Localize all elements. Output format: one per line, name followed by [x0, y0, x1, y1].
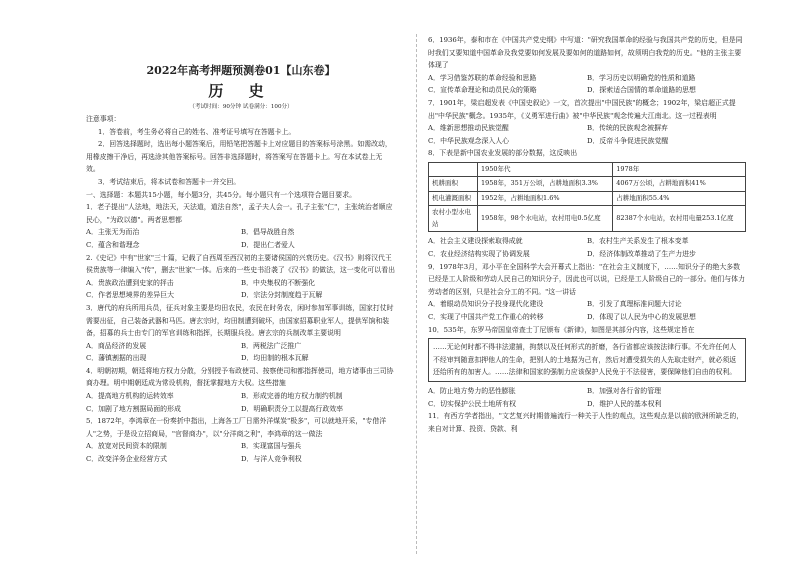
table-cell: 1952年，占耕地面积1.6% — [478, 191, 613, 206]
option-d: D．均田制的根本瓦解 — [241, 354, 309, 363]
option-b: B．学习历史以明确党的性质和道路 — [587, 73, 696, 82]
question-stem: 7．1901年，梁启超发表《中国史叙论》一文，首次提出"中国民族"的概念；1902年，梁启超正式提出"中华民族"概念。1935年，《义勇军进行曲》被"中华民族"观念传遍大江南北。这一过程表明 — [428, 98, 736, 120]
option-a: A．主张无为而治 — [86, 228, 140, 237]
question-stem: 11．有西方学者指出，"文艺复兴时期普遍流行一种关于人性的观点，这些观点是以前的欧洲所缺乏的，来自对计算、投资、贷款、利 — [428, 412, 744, 433]
agriculture-data-table — [428, 162, 746, 233]
question-stem: 8．下表是新中国农业发展的部分数据，这反映出 — [428, 149, 578, 158]
option-d: D．探索适合国情的革命道路的思想 — [587, 86, 696, 95]
option-a: A．提高地方机构的运转效率 — [86, 392, 174, 401]
option-b: B．加强对各行省的管理 — [587, 386, 661, 395]
exam-meta: （考试时间：90分钟 试卷满分：100分） — [189, 104, 293, 110]
option-d: D．体现了以人民为中心的发展思想 — [587, 313, 696, 321]
option-c: C．切实保护公民土地所有权 — [428, 399, 516, 408]
table-cell: 4067万公顷，占耕地面积41% — [613, 177, 746, 192]
option-d: D．经济体制改革推动了生产力进步 — [587, 250, 696, 259]
table-cell: 机耕面积 — [429, 177, 478, 192]
option-d: D．提出仁者爱人 — [241, 240, 295, 249]
column-divider — [416, 34, 417, 554]
option-c: C．实现了中国共产党工作重心的转移 — [428, 313, 544, 321]
question-stem: 1．老子提出"人法地，地法天，天法道，道法自然"，孟子夫人会一。孔子主张"仁"，主张统治者顺应民心，"为政以德"。两者思想都 — [86, 203, 393, 224]
option-b: B．中央集权的不断强化 — [241, 278, 315, 287]
option-c: C．藩镇割据的出现 — [86, 354, 147, 363]
question-7 — [428, 97, 746, 147]
option-a: A．防止地方势力的恶性膨胀 — [428, 386, 516, 395]
question-11 — [428, 410, 746, 435]
option-b: B．农村生产关系发生了根本变革 — [587, 237, 689, 246]
option-d: D．反帝斗争促进民族觉醒 — [587, 136, 669, 145]
option-b: B．两税法广泛推广 — [241, 341, 302, 350]
option-c: C．蕴含和谐理念 — [86, 240, 140, 249]
question-3 — [86, 302, 396, 365]
question-stem: 2.《史记》中有"世家"三十篇，记载了自西周至西汉初的主要诸侯国的兴衰历史。《汉书》则将汉代王侯贵族等一律编入"传"，删去"世家"一体。后来的一些史书沿袭了《汉书》的做法，这一变化可以看出 — [86, 253, 395, 275]
table-cell: 82387个水电站，农村用电量253.1亿度 — [613, 206, 746, 232]
question-stem: 3．唐代的府兵所用兵员，征兵对象主要是均田农民，农民在时务农，闲时参加军事训练，国家打仗时需要出征，自己装备武器和马匹。唐玄宗时，均田制遭到破坏，由国家招募职业军人，提供军饷和装备，招募的兵士由专门的军官训练和指挥，长期服兵役。唐玄宗的兵制改革主要说明 — [86, 303, 394, 338]
option-b: B．形成完善的地方权力制约机制 — [241, 392, 343, 401]
table-cell: 1958年，98个水电站，农村用电0.5亿度 — [478, 206, 613, 232]
option-a: A．社会主义建设探索取得成就 — [428, 237, 523, 246]
table-header-row — [429, 162, 746, 177]
option-c: C．宣传革命理论和动员民众的策略 — [428, 86, 537, 95]
left-column — [86, 34, 396, 466]
option-c: C．农业经济结构实现了协调发展 — [428, 250, 530, 259]
question-2 — [86, 252, 396, 302]
table-row — [429, 191, 746, 206]
question-stem: 5．1872年，李鸿章在一份奏折中指出，上海各工厂日需外洋煤炭"极多"，可以就地开采，"专借洋人"之势，于是设立招商局，"官督商办"，以"分洋商之利"，李鸿章的这一做法 — [86, 417, 387, 438]
option-d: D．与洋人竞争利权 — [241, 455, 302, 464]
option-d: D．维护人民的基本权利 — [587, 399, 662, 408]
exam-title: 2022年高考押题预测卷01【山东卷】 — [146, 64, 336, 77]
option-a: A．着眼动员知识分子投身现代化建设 — [428, 300, 544, 309]
table-cell: 机电灌溉面积 — [429, 191, 478, 206]
option-b: B．传统的民族观念被摒弃 — [587, 124, 668, 133]
option-b: B．倡导战胜自然 — [241, 228, 295, 237]
question-10 — [428, 324, 746, 411]
question-9 — [428, 261, 746, 324]
question-6 — [428, 34, 746, 97]
note-item: 1．答卷前，考生务必将自己的姓名、准考证号填写在答题卡上。 — [98, 127, 296, 136]
table-row — [429, 177, 746, 192]
notes-heading: 注意事项： — [86, 115, 121, 123]
option-c: C．加剧了地方割据局面的形成 — [86, 404, 181, 413]
question-8 — [428, 147, 746, 260]
option-a: A．放宽对民间资本的限制 — [86, 442, 167, 451]
option-c: C．改变洋务企业经营方式 — [86, 455, 168, 464]
option-c: C．中华民族观念深入人心 — [428, 136, 510, 145]
question-stem: 4．明朝初期，朝廷将地方权力分散，分别授予布政使司、按察使司和都指挥使司，地方诸事由三司协商办理。明中期朝廷成为常设机构，督抚掌握地方大权。这些措施 — [86, 366, 394, 388]
option-d: D．宗法分封制度趋于瓦解 — [241, 291, 323, 300]
question-4 — [86, 365, 396, 415]
table-header-cell: 1978年 — [613, 162, 746, 177]
question-1 — [86, 201, 396, 251]
question-stem: 6．1936年，泰和市在《中国共产党史纲》中写道："研究我国革命的经验与我国共产党的历史，但是同时我们又要知道中国革命及我党要如何发展及要如何的道路如何，故须明白我党的历史。"他的主张主要体现了 — [428, 36, 743, 70]
table-cell: 1958年，351万公顷，占耕地面积3.3% — [478, 177, 613, 192]
section-heading: 一、选择题：本题共15小题，每小题3分，共45分。每小题只有一个选项符合题目要求。 — [86, 190, 356, 199]
option-b: B．实现富国与强兵 — [241, 442, 302, 451]
subject-title: 历 史 — [208, 82, 274, 100]
table-cell: 农村小型水电站 — [429, 206, 478, 232]
option-c: C．作者思想境界的差异巨大 — [86, 291, 174, 300]
option-a: A．商品经济的发展 — [86, 341, 147, 350]
right-column — [428, 34, 746, 435]
note-item: 3．考试结束后，将本试卷和答题卡一并交回。 — [98, 177, 241, 186]
option-d: D．明确职责分工以提高行政效率 — [241, 404, 343, 413]
source-quote-box: ……无论何时都不得非法逮捕，拘禁以及任何形式的折磨，各行省都应该按法律行事。不允许任何人不经审判随意扣押他人的生命，把别人的土地据为己有，然后对遭受损失的人先取走财产，就必须返还给所有的加害人。……法律和国家的强制力应该保护人民免于不法侵害，要保障他们自由的权利。 — [428, 338, 746, 382]
question-5 — [86, 415, 396, 465]
question-stem: 10．535年，东罗马帝国皇帝查士丁尼颁布《新律》，如图是其部分内容，这些规定旨在 — [428, 325, 695, 334]
question-stem: 9．1978年3月，邓小平在全国科学大会开幕式上指出："在社会主义制度下，……知识分子的绝大多数已经是工人阶级和劳动人民自己的知识分子，因此也可以说，已经是工人阶级自己的一部分。他们与体力劳动者的区别，只是社会分工的不同。"这一讲话 — [428, 262, 745, 296]
table-cell: 占耕地面积55.4% — [613, 191, 746, 206]
table-header-cell: 1950年代 — [478, 162, 613, 177]
option-a: A．维新思想推动民族觉醒 — [428, 124, 509, 133]
option-a: A．贵族政治遭到史家的抨击 — [86, 278, 174, 287]
note-item: 2．回答选择题时，选出每小题答案后，用铅笔把答题卡上对应题目的答案标号涂黑。如需改动，用橡皮擦干净后，再选涂其他答案标号。回答非选择题时，将答案写在答题卡上。写在本试卷上无效。 — [86, 140, 392, 174]
table-header-cell — [429, 162, 478, 177]
option-a: A．学习借鉴苏联的革命经验和思路 — [428, 73, 537, 82]
option-b: B．引发了真理标准问题大讨论 — [587, 300, 682, 309]
table-row — [429, 206, 746, 232]
